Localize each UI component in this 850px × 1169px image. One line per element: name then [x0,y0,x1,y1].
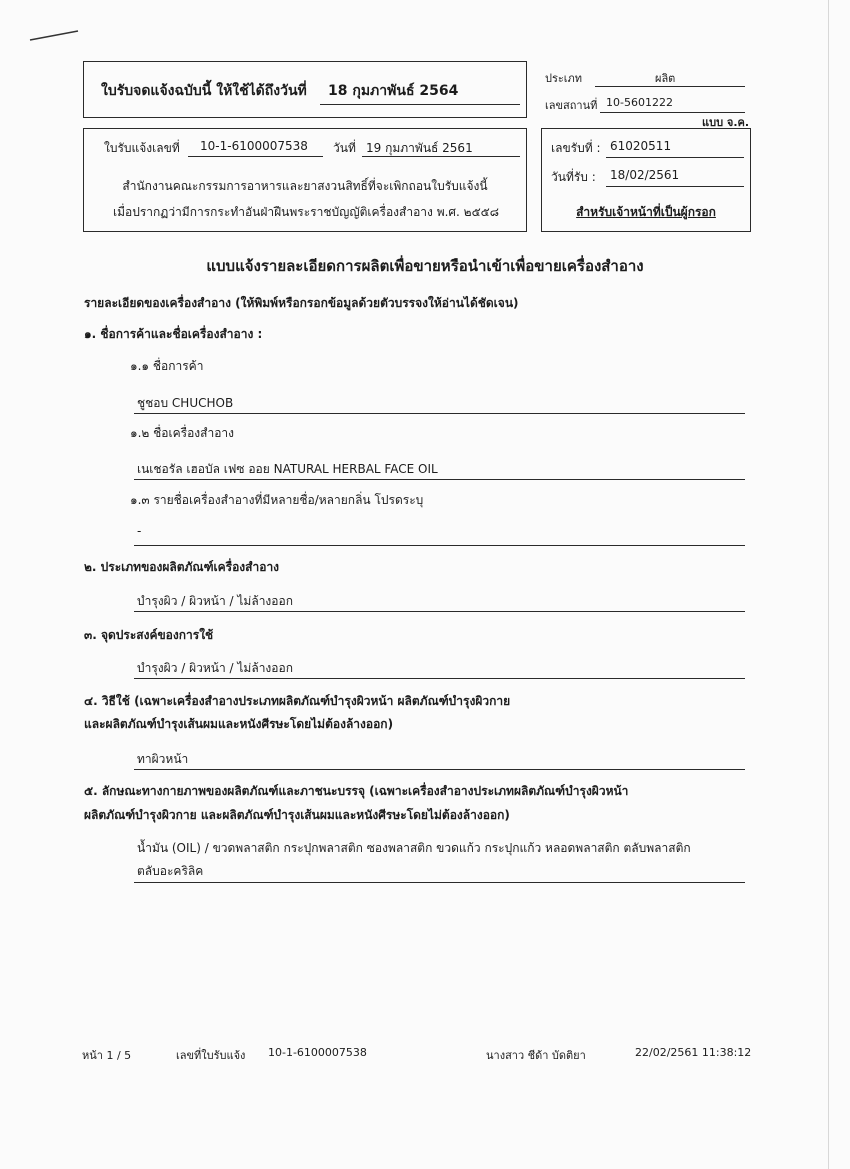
section5-heading-line1: ๕. ลักษณะทางกายภาพของผลิตภัณฑ์และภาชนะบรรจุ (เฉพาะเครื่องสำอางประเภทผลิตภัณฑ์บำรุงผิวหน้า [84,784,629,798]
section1-1-label: ๑.๑ ชื่อการค้า [130,359,204,373]
footer-page: หน้า 1 / 5 [82,1049,132,1062]
form-code: แบบ จ.ค. [702,116,750,129]
validity-date-underline [320,104,520,105]
section3-value: บำรุงผิว / ผิวหน้า / ไม่ล้างออก [137,661,293,675]
notification-note-line2: เมื่อปรากฏว่ามีการกระทำอันฝ่าฝืนพระราชบัญญัติเครื่องสำอาง พ.ศ. ๒๕๕๘ [112,205,499,219]
section5-underline [134,882,745,883]
section2-heading: ๒. ประเภทของผลิตภัณฑ์เครื่องสำอาง [84,560,280,574]
section4-heading-line1: ๔. วิธีใช้ (เฉพาะเครื่องสำอางประเภทผลิตภัณฑ์บำรุงผิวหน้า ผลิตภัณฑ์บำรุงผิวกาย [84,694,511,708]
section3-heading: ๓. จุดประสงค์ของการใช้ [84,628,214,642]
section5-value-line1: น้ำมัน (OIL) / ขวดพลาสติก กระปุกพลาสติก ซองพลาสติก ขวดแก้ว กระปุกแก้ว หลอดพลาสติก ตลับพลาสติก [137,841,691,855]
section4-value: ทาผิวหน้า [137,752,189,766]
type-label: ประเภท [545,72,583,85]
notification-no-label: ใบรับแจ้งเลขที่ [104,141,180,155]
type-underline [595,86,745,87]
notification-no-underline [188,156,323,157]
type-value: ผลิต [655,72,676,85]
footer-notify-value: 10-1-6100007538 [268,1046,367,1059]
section1-3-underline [134,545,745,546]
officer-caption: สำหรับเจ้าหน้าที่เป็นผู้กรอก [576,205,716,219]
receipt-date-label: วันที่รับ : [551,170,596,184]
section4-heading-line2: และผลิตภัณฑ์บำรุงเส้นผมและหนังศีรษะโดยไม่ต้องล้างออก) [84,717,394,731]
section2-underline [134,611,745,612]
notification-date-value: 19 กุมภาพันธ์ 2561 [366,141,473,155]
section1-3-label: ๑.๓ รายชื่อเครื่องสำอางที่มีหลายชื่อ/หลายกลิ่น โปรดระบุ [130,493,424,507]
notification-date-label: วันที่ [333,141,356,155]
validity-date: 18 กุมภาพันธ์ 2564 [328,83,459,99]
section1-1-underline [134,413,745,414]
section1-2-underline [134,479,745,480]
notification-date-underline [362,156,520,157]
footer-timestamp: 22/02/2561 11:38:12 [635,1046,752,1059]
section1-2-value: เนเชอรัล เฮอบัล เฟซ ออย NATURAL HERBAL FACE OIL [137,462,438,476]
section1-1-value: ชูชอบ CHUCHOB [137,396,234,410]
section5-heading-line2: ผลิตภัณฑ์บำรุงผิวกาย และผลิตภัณฑ์บำรุงเส้นผมและหนังศีรษะโดยไม่ต้องล้างออก) [84,808,510,822]
notification-no-value: 10-1-6100007538 [200,139,308,153]
receipt-date-value: 18/02/2561 [610,168,680,182]
notification-note-line1: สำนักงานคณะกรรมการอาหารและยาสงวนสิทธิ์ที่จะเพิกถอนใบรับแจ้งนี้ [122,179,488,193]
footer-notify-label: เลขที่ใบรับแจ้ง [176,1049,246,1062]
form-subtitle: รายละเอียดของเครื่องสำอาง (ให้พิมพ์หรือกรอกข้อมูลด้วยตัวบรรจงให้อ่านได้ชัดเจน) [84,296,519,310]
receipt-no-underline [606,157,744,158]
receipt-no-value: 61020511 [610,139,672,153]
footer-person: นางสาว ชีด้า บัดติยา [486,1049,586,1062]
location-no-label: เลขสถานที่ [545,99,598,112]
section1-2-label: ๑.๒ ชื่อเครื่องสำอาง [130,426,235,440]
scan-mark [28,28,80,44]
section1-heading: ๑. ชื่อการค้าและชื่อเครื่องสำอาง : [84,327,263,341]
scan-edge [828,0,829,1169]
location-no-value: 10-5601222 [606,96,673,109]
section4-underline [134,769,745,770]
section5-value-line2: ตลับอะคริลิค [137,864,204,878]
section2-value: บำรุงผิว / ผิวหน้า / ไม่ล้างออก [137,594,293,608]
receipt-no-label: เลขรับที่ : [551,141,601,155]
section1-3-value: - [137,524,142,538]
section3-underline [134,678,745,679]
validity-label: ใบรับจดแจ้งฉบับนี้ ให้ใช้ได้ถึงวันที่ [101,83,307,99]
receipt-date-underline [606,186,744,187]
form-title: แบบแจ้งรายละเอียดการผลิตเพื่อขายหรือนำเข้าเพื่อขายเครื่องสำอาง [206,257,644,275]
